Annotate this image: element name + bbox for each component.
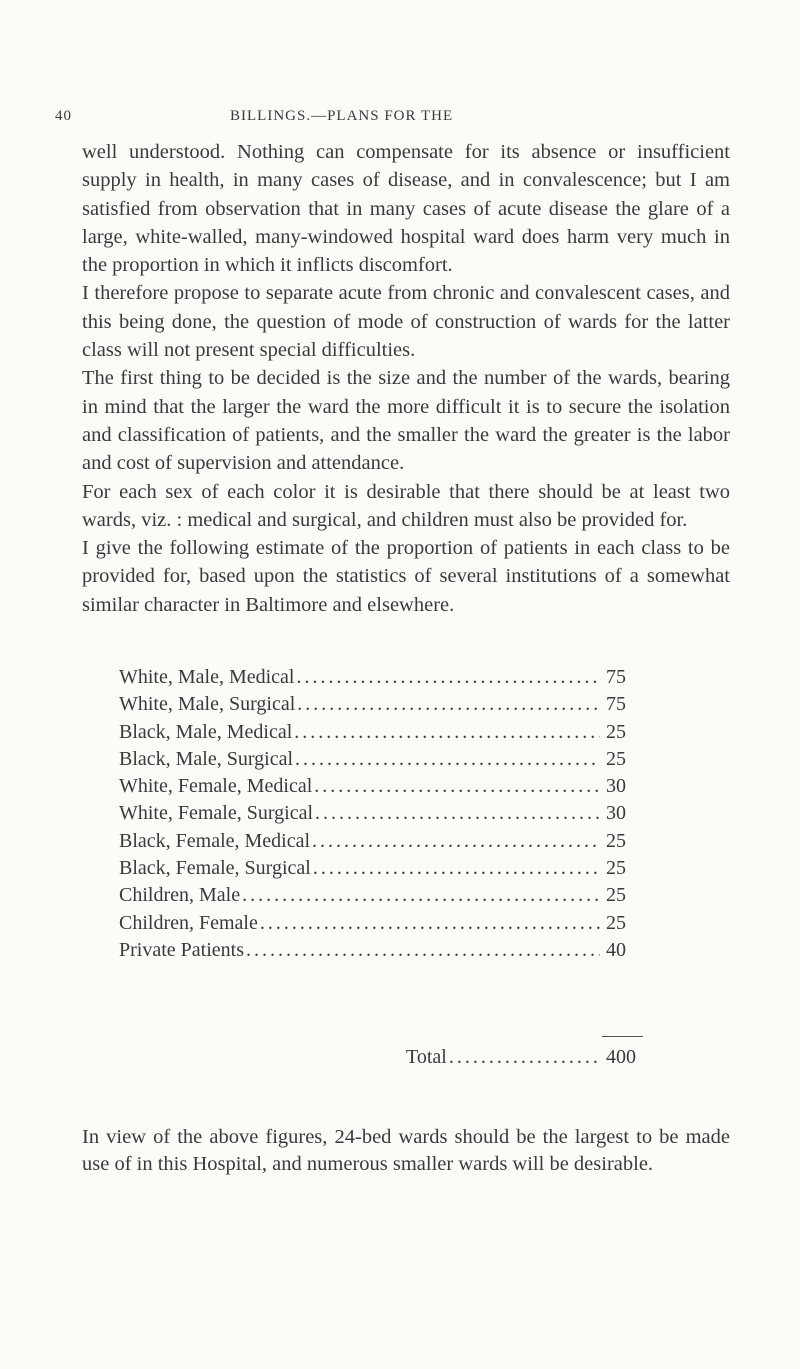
dot-leader bbox=[312, 828, 600, 855]
paragraph: For each sex of each color it is desirable that there should be at least two wards, viz. : medical and surgical, and children must also be provided for. bbox=[82, 480, 730, 531]
ward-class-label: Children, Male bbox=[119, 884, 241, 907]
dot-leader bbox=[315, 800, 600, 827]
table-row bbox=[82, 746, 642, 773]
closing-paragraph: In view of the above figures, 24-bed wards should be the largest to be made use of in this Hospital, and numerous smaller wards will be desirable. bbox=[82, 1125, 730, 1175]
total-value: 400 bbox=[606, 1046, 636, 1068]
body-text bbox=[82, 138, 730, 619]
table-row bbox=[82, 882, 642, 909]
table-row bbox=[82, 719, 642, 746]
patient-count: 25 bbox=[606, 857, 626, 880]
dot-leader bbox=[297, 691, 600, 718]
ward-class-label: Black, Female, Medical bbox=[119, 829, 311, 852]
total-row bbox=[406, 1043, 642, 1071]
paragraph: I give the following estimate of the proportion of patients in each class to be provided for, based upon the statistics of several institutions of a somewhat similar character in Baltimore and elsewhere. bbox=[82, 537, 730, 616]
ward-class-label: White, Male, Medical bbox=[119, 666, 295, 688]
ward-class-label: White, Female, Surgical bbox=[119, 802, 314, 825]
patient-count: 40 bbox=[606, 938, 626, 961]
patient-count: 25 bbox=[606, 884, 626, 907]
patient-count: 30 bbox=[606, 775, 626, 798]
ward-estimate-table bbox=[82, 664, 642, 964]
ward-class-label: Black, Female, Surgical bbox=[119, 857, 311, 880]
table-row bbox=[82, 664, 642, 691]
ward-class-label: Black, Male, Medical bbox=[119, 720, 293, 743]
ward-class-label: Children, Female bbox=[119, 911, 258, 934]
dot-leader bbox=[246, 937, 600, 964]
table-row bbox=[82, 828, 642, 855]
total-label: Total bbox=[406, 1046, 447, 1068]
dot-leader bbox=[242, 882, 600, 909]
running-head bbox=[55, 108, 738, 132]
dot-leader bbox=[449, 1043, 600, 1071]
dot-leader bbox=[294, 719, 600, 746]
dot-leader bbox=[260, 910, 600, 937]
patient-count: 25 bbox=[606, 747, 626, 770]
paragraph: I therefore propose to separate acute from chronic and convalescent cases, and this being done, the question of mode of construction of wards for the latter class will not present special difficulties. bbox=[82, 282, 730, 362]
table-row bbox=[82, 937, 642, 964]
table-row bbox=[82, 691, 642, 718]
dot-leader bbox=[313, 855, 600, 882]
patient-count: 75 bbox=[606, 693, 626, 716]
dot-leader bbox=[314, 773, 600, 800]
ward-class-label: Private Patients bbox=[119, 938, 244, 961]
table-row bbox=[82, 910, 642, 937]
total-rule bbox=[602, 1036, 643, 1037]
patient-count: 75 bbox=[606, 666, 626, 688]
ward-class-label: White, Female, Medical bbox=[119, 775, 313, 798]
paragraph: The first thing to be decided is the size and the number of the wards, bearing in mind that the larger the ward the more difficult it is to secure the isolation and classification of patients, and the smaller the ward the greater is the labor and cost of supervision and attendance. bbox=[82, 367, 730, 475]
table-row bbox=[82, 773, 642, 800]
patient-count: 25 bbox=[606, 911, 626, 934]
table-row bbox=[82, 855, 642, 882]
dot-leader bbox=[297, 664, 601, 691]
running-head-title: BILLINGS.—PLANS FOR THE bbox=[230, 108, 454, 124]
dot-leader bbox=[295, 746, 600, 773]
patient-count: 30 bbox=[606, 802, 626, 825]
paragraph: well understood. Nothing can compensate for its absence or insufficient supply in health, in many cases of disease, and in convalescence; but I am satisfied from observation that in many cases of acute disease the glare of a large, white-walled, many-windowed hospital ward does harm very much in the proportion in which it inflicts discomfort. bbox=[82, 141, 730, 277]
ward-class-label: White, Male, Surgical bbox=[119, 693, 296, 716]
table-row bbox=[82, 800, 642, 827]
patient-count: 25 bbox=[606, 720, 626, 743]
ward-class-label: Black, Male, Surgical bbox=[119, 747, 294, 770]
patient-count: 25 bbox=[606, 829, 626, 852]
page-number: 40 bbox=[55, 108, 72, 124]
